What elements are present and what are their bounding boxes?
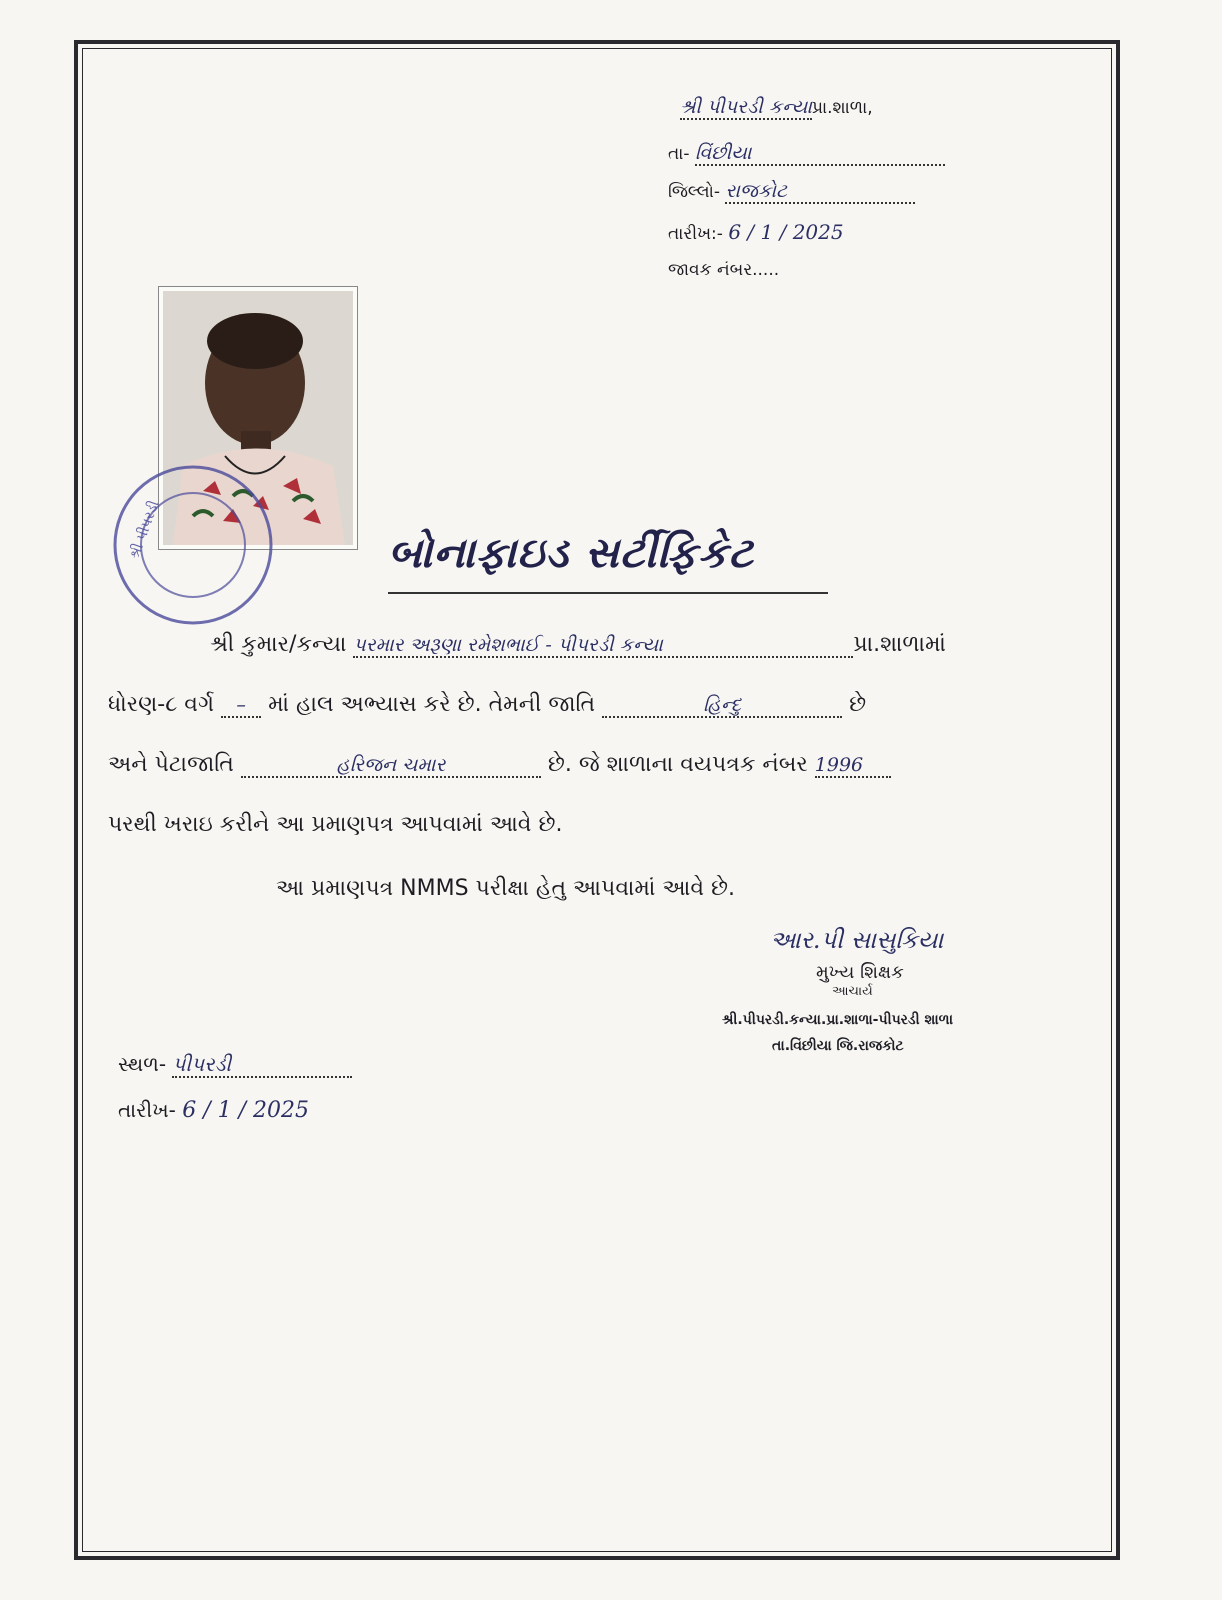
header-school-name: શ્રી પીપરડી કન્યા (680, 96, 812, 118)
signature-handwritten: આર.પી સાસુકિયા (770, 926, 944, 954)
header-date-label: તારીખ:- (668, 224, 723, 244)
body-line-3 (108, 752, 891, 778)
signature-stamp-line-2: તા.વિંછીયા જિ.રાજકોટ (772, 1038, 904, 1054)
line3-prefix: અને પેટાજાતિ (108, 752, 234, 777)
line2-prefix: ધોરણ-૮ વર્ગ (108, 692, 215, 717)
footer-date-value: 6 / 1 / 2025 (182, 1098, 310, 1123)
header-district-line (668, 180, 915, 204)
body-line-1 (210, 632, 946, 658)
taluka-label: તા- (668, 144, 690, 164)
caste-fill: હિન્દુ (602, 694, 842, 718)
round-school-stamp (108, 460, 278, 630)
district-label: જિલ્લો- (668, 182, 721, 202)
title-underline (388, 592, 828, 594)
certificate-title: બોનાફાઇડ સર્ટીફિકેટ (388, 528, 754, 577)
signature-role-stamp: આચાર્ય (832, 984, 873, 999)
subcaste-fill: હરિજન ચમાર (241, 754, 541, 778)
footer-date-line (118, 1098, 309, 1123)
body-line-5: આ પ્રમાણપત્ર NMMS પરીક્ષા હેતુ આપવામાં આવે છે. (276, 876, 736, 901)
header-date-line (668, 220, 844, 244)
line2-middle: માં હાલ અભ્યાસ કરે છે. તેમની જાતિ (268, 692, 596, 717)
header-taluka-line (668, 142, 945, 166)
round-stamp-text: શ્રી પીપરડી (126, 498, 163, 562)
class-fill: – (221, 694, 261, 718)
register-number-fill: 1996 (815, 754, 891, 778)
student-name-fill: પરમાર અરૂણા રમેશભાઈ - પીપરડી કન્યા (353, 634, 853, 658)
line2-suffix: છે (849, 692, 867, 717)
header-school-suffix: પ્રા.શાળા, (811, 98, 873, 118)
header-date-value: 6 / 1 / 2025 (728, 220, 844, 244)
signature-stamp-line-1: શ્રી.પીપરડી.કન્યા.પ્રા.શાળા-પીપરડી શાળા (722, 1012, 954, 1028)
inner-border (82, 48, 1112, 1552)
line1-prefix: શ્રી કુમાર/કન્યા (210, 632, 347, 657)
outward-number: જાવક નંબર..... (668, 260, 780, 280)
place-value: પીપરડી (172, 1052, 352, 1078)
body-line-4: પરથી ખરાઇ કરીને આ પ્રમાણપત્ર આપવામાં આવે છે. (108, 812, 563, 837)
district-value: રાજકોટ (725, 180, 915, 204)
taluka-value: વિંછીયા (695, 142, 945, 166)
line3-middle: છે. જે શાળાના વયપત્રક નંબર (547, 752, 808, 777)
place-label: સ્થળ- (118, 1052, 167, 1076)
place-line (118, 1052, 352, 1078)
header-school-line (680, 96, 873, 118)
line1-suffix: પ્રા.શાળામાં (853, 632, 946, 657)
footer-date-label: તારીખ- (118, 1098, 176, 1122)
signature-role: મુખ્ય શિક્ષક (816, 962, 904, 983)
body-line-2 (108, 692, 866, 718)
